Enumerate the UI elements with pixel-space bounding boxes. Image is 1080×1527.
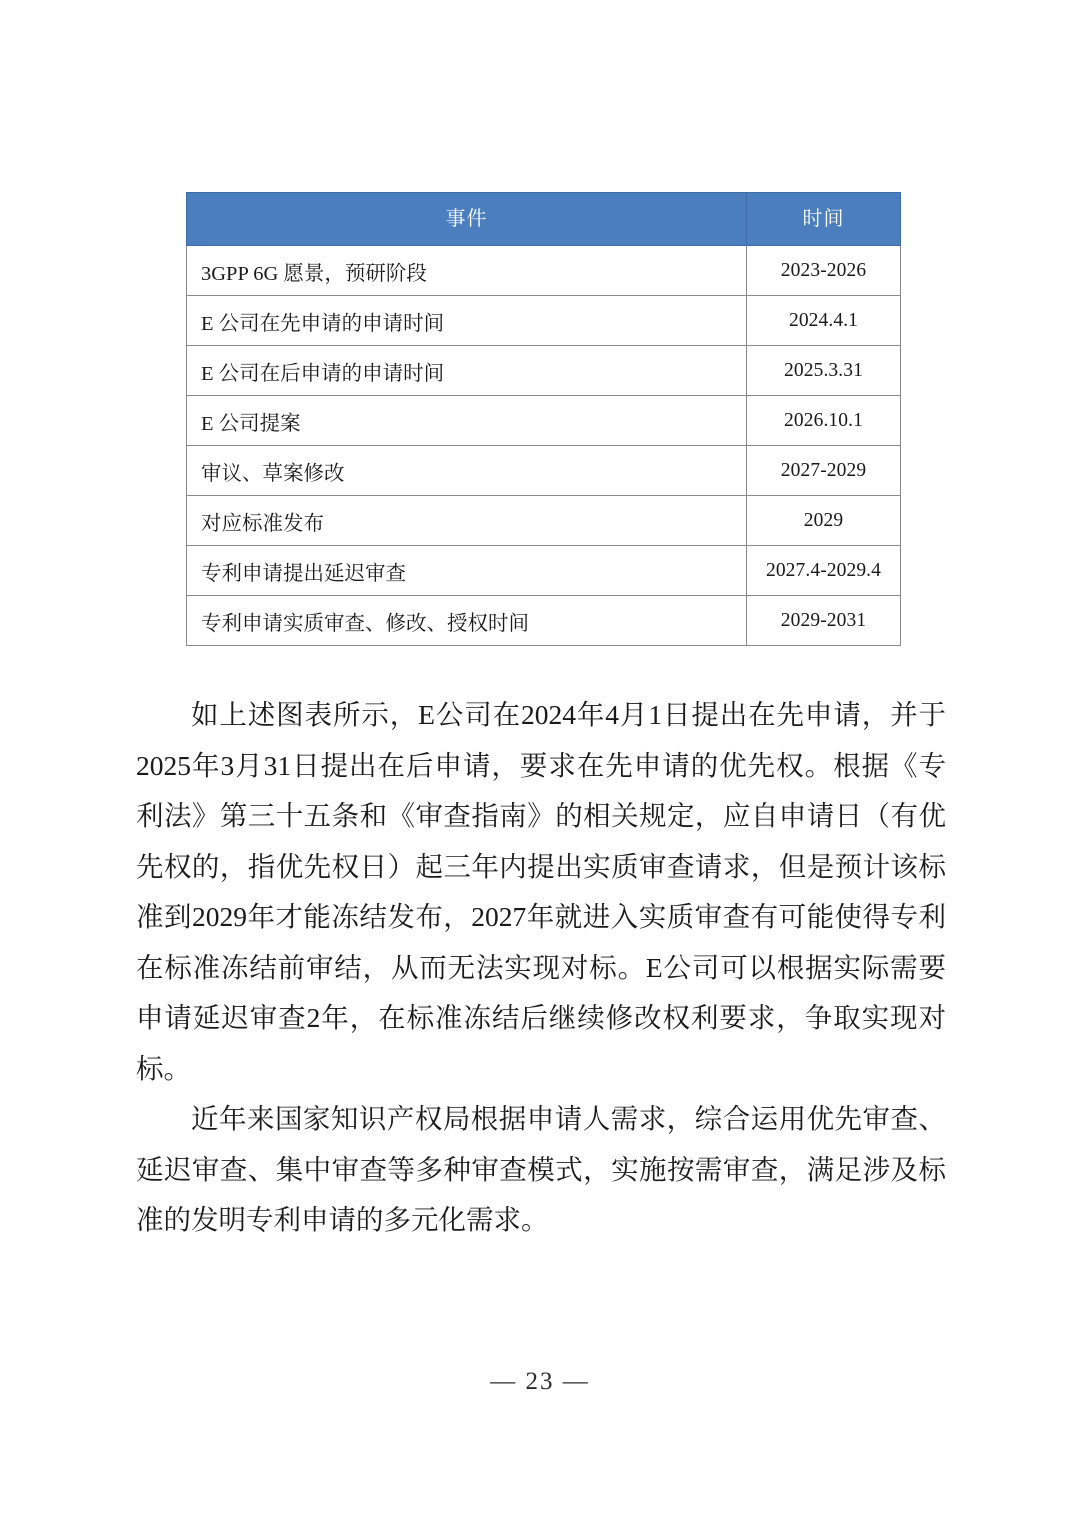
cell-event: 对应标准发布 [187, 496, 747, 546]
cell-time: 2025.3.31 [747, 346, 901, 396]
cell-event: 专利申请实质审查、修改、授权时间 [187, 596, 747, 646]
cell-event: E 公司在先申请的申请时间 [187, 296, 747, 346]
cell-time: 2023-2026 [747, 246, 901, 296]
cell-time: 2027.4-2029.4 [747, 546, 901, 596]
cell-time: 2029 [747, 496, 901, 546]
table-row [187, 346, 901, 396]
cell-event: E 公司在后申请的申请时间 [187, 346, 747, 396]
table-header [187, 193, 901, 246]
table-body [187, 246, 901, 646]
cell-event: 3GPP 6G 愿景，预研阶段 [187, 246, 747, 296]
cell-event: 专利申请提出延迟审查 [187, 546, 747, 596]
table-row [187, 546, 901, 596]
table-row [187, 446, 901, 496]
table-header-row [187, 193, 901, 246]
document-body [136, 690, 946, 1246]
page-number: — 23 — [490, 1368, 590, 1395]
cell-event: 审议、草案修改 [187, 446, 747, 496]
timeline-table-container [186, 192, 900, 646]
cell-event: E 公司提案 [187, 396, 747, 446]
timeline-table [186, 192, 901, 646]
cell-time: 2029-2031 [747, 596, 901, 646]
cell-time: 2027-2029 [747, 446, 901, 496]
cell-time: 2026.10.1 [747, 396, 901, 446]
table-row [187, 596, 901, 646]
column-header-event: 事件 [187, 193, 747, 246]
table-row [187, 246, 901, 296]
paragraph-1: 如上述图表所示，E公司在2024年4月1日提出在先申请，并于2025年3月31日提出在后申请，要求在先申请的优先权。根据《专利法》第三十五条和《审查指南》的相关规定，应自申请日（有优先权的，指优先权日）起三年内提出实质审查请求，但是预计该标准到2029年才能冻结发布，2027年就进入实质审查有可能使得专利在标准冻结前审结，从而无法实现对标。E公司可以根据实际需要申请延迟审查2年，在标准冻结后继续修改权利要求，争取实现对标。 [136, 699, 946, 1084]
table-row [187, 396, 901, 446]
paragraph-2: 近年来国家知识产权局根据申请人需求，综合运用优先审查、延迟审查、集中审查等多种审查模式，实施按需审查，满足涉及标准的发明专利申请的多元化需求。 [136, 1103, 946, 1235]
column-header-time: 时间 [747, 193, 901, 246]
table-row [187, 296, 901, 346]
table-row [187, 496, 901, 546]
cell-time: 2024.4.1 [747, 296, 901, 346]
